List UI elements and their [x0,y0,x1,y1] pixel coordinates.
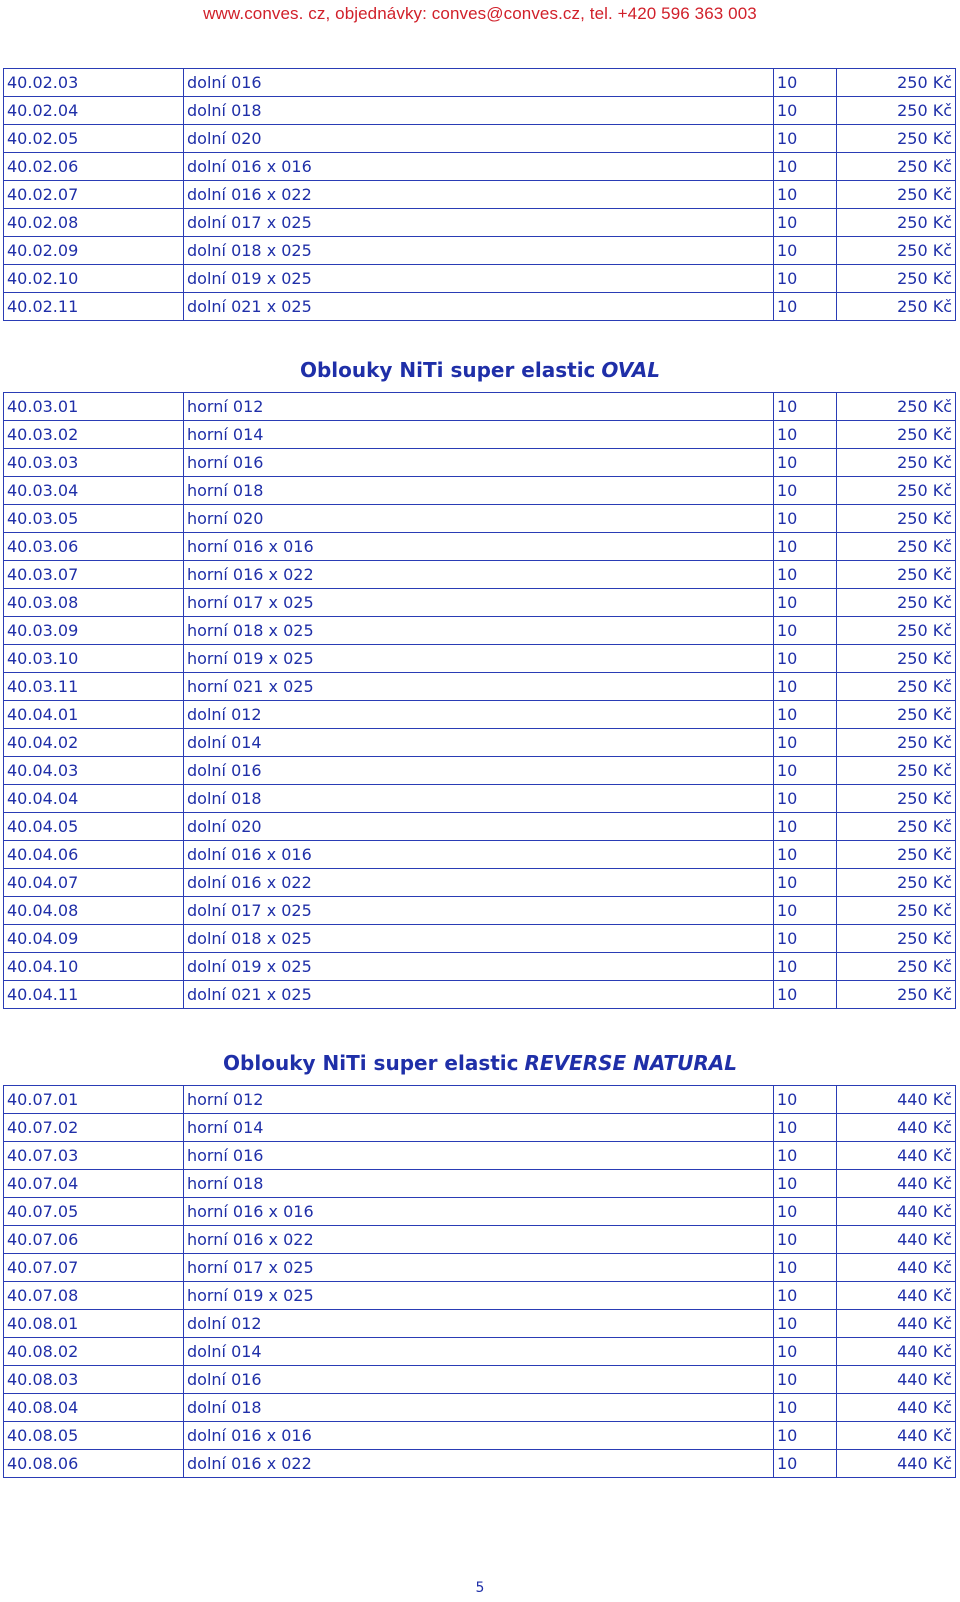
price-cell: 440 Kč [837,1282,956,1310]
product-description-cell: dolní 017 x 025 [184,209,774,237]
product-code-cell: 40.02.08 [4,209,184,237]
price-cell: 440 Kč [837,1198,956,1226]
quantity-cell: 10 [774,293,837,321]
product-code-cell: 40.03.08 [4,589,184,617]
price-cell: 250 Kč [837,125,956,153]
table-row [4,953,956,981]
price-cell: 440 Kč [837,1254,956,1282]
quantity-cell: 10 [774,1282,837,1310]
product-code-cell: 40.02.04 [4,97,184,125]
page-header-contact: www.conves. cz, objednávky: conves@conves.cz, tel. +420 596 363 003 [203,4,757,23]
price-cell: 250 Kč [837,393,956,421]
product-description-cell: dolní 021 x 025 [184,293,774,321]
table-row [4,925,956,953]
quantity-cell: 10 [774,953,837,981]
product-code-cell: 40.08.03 [4,1366,184,1394]
table-row [4,757,956,785]
price-cell: 440 Kč [837,1086,956,1114]
table-row [4,1226,956,1254]
quantity-cell: 10 [774,897,837,925]
quantity-cell: 10 [774,785,837,813]
product-description-cell: dolní 018 [184,97,774,125]
price-cell: 250 Kč [837,97,956,125]
table-row [4,1338,956,1366]
product-description-cell: dolní 012 [184,701,774,729]
quantity-cell: 10 [774,1310,837,1338]
table-row [4,1114,956,1142]
product-description-cell: dolní 016 x 022 [184,869,774,897]
product-code-cell: 40.08.02 [4,1338,184,1366]
price-cell: 250 Kč [837,181,956,209]
table-row [4,1310,956,1338]
quantity-cell: 10 [774,393,837,421]
product-description-cell: dolní 017 x 025 [184,897,774,925]
product-description-cell: dolní 016 x 016 [184,1422,774,1450]
product-code-cell: 40.08.06 [4,1450,184,1478]
price-cell: 440 Kč [837,1422,956,1450]
quantity-cell: 10 [774,265,837,293]
table-row [4,393,956,421]
quantity-cell: 10 [774,209,837,237]
product-description-cell: dolní 018 x 025 [184,237,774,265]
quantity-cell: 10 [774,673,837,701]
quantity-cell: 10 [774,757,837,785]
table-row [4,673,956,701]
quantity-cell: 10 [774,1422,837,1450]
price-cell: 250 Kč [837,757,956,785]
price-cell: 250 Kč [837,729,956,757]
price-cell: 250 Kč [837,785,956,813]
product-code-cell: 40.03.01 [4,393,184,421]
quantity-cell: 10 [774,1366,837,1394]
product-description-cell: dolní 021 x 025 [184,981,774,1009]
product-code-cell: 40.04.01 [4,701,184,729]
product-code-cell: 40.03.09 [4,617,184,645]
quantity-cell: 10 [774,477,837,505]
price-cell: 250 Kč [837,589,956,617]
table-row [4,1450,956,1478]
quantity-cell: 10 [774,1254,837,1282]
price-table-oval [3,392,956,1009]
quantity-cell: 10 [774,1338,837,1366]
table-row [4,1198,956,1226]
product-code-cell: 40.08.01 [4,1310,184,1338]
product-code-cell: 40.07.04 [4,1170,184,1198]
product-description-cell: dolní 019 x 025 [184,953,774,981]
product-code-cell: 40.04.10 [4,953,184,981]
quantity-cell: 10 [774,449,837,477]
page-number: 5 [475,1580,485,1596]
quantity-cell: 10 [774,589,837,617]
table-row [4,869,956,897]
price-cell: 250 Kč [837,421,956,449]
product-description-cell: dolní 012 [184,1310,774,1338]
price-cell: 250 Kč [837,841,956,869]
quantity-cell: 10 [774,69,837,97]
product-description-cell: horní 019 x 025 [184,1282,774,1310]
product-description-cell: horní 018 x 025 [184,617,774,645]
section-title-reverse-natural [0,1051,960,1075]
quantity-cell: 10 [774,1170,837,1198]
price-cell: 250 Kč [837,505,956,533]
product-description-cell: horní 016 x 022 [184,1226,774,1254]
price-cell: 440 Kč [837,1366,956,1394]
price-cell: 250 Kč [837,617,956,645]
product-description-cell: dolní 014 [184,729,774,757]
price-cell: 250 Kč [837,209,956,237]
quantity-cell: 10 [774,97,837,125]
product-description-cell: horní 014 [184,421,774,449]
section-title-italic: REVERSE NATURAL [524,1051,737,1075]
section-title-oval [0,358,960,382]
product-code-cell: 40.04.09 [4,925,184,953]
product-code-cell: 40.04.05 [4,813,184,841]
price-cell: 440 Kč [837,1450,956,1478]
price-table-1 [3,68,956,321]
table-row [4,209,956,237]
price-cell: 250 Kč [837,237,956,265]
table-row [4,237,956,265]
product-description-cell: horní 016 [184,449,774,477]
product-code-cell: 40.03.10 [4,645,184,673]
table-row [4,729,956,757]
quantity-cell: 10 [774,1086,837,1114]
product-code-cell: 40.02.05 [4,125,184,153]
table-row [4,701,956,729]
product-code-cell: 40.03.04 [4,477,184,505]
quantity-cell: 10 [774,1450,837,1478]
product-code-cell: 40.07.07 [4,1254,184,1282]
product-description-cell: horní 020 [184,505,774,533]
product-code-cell: 40.04.03 [4,757,184,785]
price-cell: 250 Kč [837,701,956,729]
product-code-cell: 40.03.07 [4,561,184,589]
product-code-cell: 40.04.11 [4,981,184,1009]
table-row [4,1394,956,1422]
product-description-cell: dolní 016 x 022 [184,181,774,209]
section-title-main: Oblouky NiTi super elastic [223,1051,519,1075]
product-description-cell: horní 016 x 016 [184,533,774,561]
table-row [4,561,956,589]
price-cell: 250 Kč [837,813,956,841]
quantity-cell: 10 [774,645,837,673]
product-code-cell: 40.02.07 [4,181,184,209]
table-row [4,1366,956,1394]
product-code-cell: 40.03.05 [4,505,184,533]
price-cell: 250 Kč [837,673,956,701]
table-row [4,421,956,449]
product-description-cell: horní 016 [184,1142,774,1170]
quantity-cell: 10 [774,925,837,953]
product-code-cell: 40.04.02 [4,729,184,757]
price-cell: 440 Kč [837,1226,956,1254]
product-description-cell: horní 019 x 025 [184,645,774,673]
product-code-cell: 40.03.11 [4,673,184,701]
price-cell: 440 Kč [837,1310,956,1338]
quantity-cell: 10 [774,181,837,209]
table-row [4,1170,956,1198]
product-code-cell: 40.02.10 [4,265,184,293]
table-row [4,1282,956,1310]
product-description-cell: dolní 018 [184,1394,774,1422]
quantity-cell: 10 [774,813,837,841]
product-description-cell: horní 017 x 025 [184,1254,774,1282]
product-code-cell: 40.07.03 [4,1142,184,1170]
product-description-cell: dolní 020 [184,125,774,153]
table-row [4,505,956,533]
price-cell: 250 Kč [837,449,956,477]
price-cell: 250 Kč [837,953,956,981]
quantity-cell: 10 [774,701,837,729]
table-row [4,533,956,561]
price-cell: 250 Kč [837,981,956,1009]
table-row [4,181,956,209]
price-cell: 440 Kč [837,1338,956,1366]
product-description-cell: dolní 020 [184,813,774,841]
price-cell: 250 Kč [837,477,956,505]
table-row [4,97,956,125]
quantity-cell: 10 [774,237,837,265]
price-cell: 440 Kč [837,1142,956,1170]
price-cell: 250 Kč [837,265,956,293]
table-row [4,1142,956,1170]
table-row [4,645,956,673]
product-description-cell: horní 018 [184,1170,774,1198]
product-description-cell: horní 012 [184,393,774,421]
quantity-cell: 10 [774,561,837,589]
price-cell: 440 Kč [837,1170,956,1198]
product-description-cell: horní 016 x 016 [184,1198,774,1226]
quantity-cell: 10 [774,1226,837,1254]
product-description-cell: dolní 018 [184,785,774,813]
quantity-cell: 10 [774,1142,837,1170]
price-cell: 250 Kč [837,561,956,589]
quantity-cell: 10 [774,869,837,897]
quantity-cell: 10 [774,841,837,869]
product-code-cell: 40.02.11 [4,293,184,321]
quantity-cell: 10 [774,1198,837,1226]
product-code-cell: 40.03.06 [4,533,184,561]
quantity-cell: 10 [774,1114,837,1142]
product-description-cell: dolní 018 x 025 [184,925,774,953]
product-description-cell: horní 017 x 025 [184,589,774,617]
quantity-cell: 10 [774,125,837,153]
product-description-cell: dolní 016 [184,1366,774,1394]
product-description-cell: dolní 016 x 022 [184,1450,774,1478]
price-cell: 440 Kč [837,1394,956,1422]
product-code-cell: 40.02.03 [4,69,184,97]
table-row [4,265,956,293]
section-title-main: Oblouky NiTi super elastic [299,358,596,382]
price-cell: 440 Kč [837,1114,956,1142]
product-code-cell: 40.03.02 [4,421,184,449]
product-description-cell: horní 012 [184,1086,774,1114]
table-row [4,69,956,97]
product-description-cell: horní 014 [184,1114,774,1142]
product-code-cell: 40.04.07 [4,869,184,897]
table-row [4,813,956,841]
quantity-cell: 10 [774,505,837,533]
table-row [4,785,956,813]
product-code-cell: 40.02.06 [4,153,184,181]
product-code-cell: 40.07.06 [4,1226,184,1254]
product-code-cell: 40.04.06 [4,841,184,869]
product-code-cell: 40.07.01 [4,1086,184,1114]
table-row [4,897,956,925]
table-row [4,589,956,617]
product-code-cell: 40.04.08 [4,897,184,925]
product-description-cell: dolní 016 [184,69,774,97]
quantity-cell: 10 [774,729,837,757]
product-description-cell: dolní 014 [184,1338,774,1366]
quantity-cell: 10 [774,533,837,561]
product-description-cell: dolní 016 [184,757,774,785]
table-row [4,153,956,181]
table-row [4,477,956,505]
table-row [4,1086,956,1114]
product-description-cell: dolní 019 x 025 [184,265,774,293]
price-cell: 250 Kč [837,533,956,561]
quantity-cell: 10 [774,153,837,181]
price-cell: 250 Kč [837,925,956,953]
product-code-cell: 40.07.05 [4,1198,184,1226]
price-cell: 250 Kč [837,897,956,925]
product-code-cell: 40.08.05 [4,1422,184,1450]
price-table-reverse-natural [3,1085,956,1478]
product-code-cell: 40.03.03 [4,449,184,477]
table-row [4,841,956,869]
price-cell: 250 Kč [837,69,956,97]
table-row [4,617,956,645]
product-description-cell: dolní 016 x 016 [184,841,774,869]
table-row [4,293,956,321]
table-row [4,981,956,1009]
price-cell: 250 Kč [837,153,956,181]
product-code-cell: 40.04.04 [4,785,184,813]
table-row [4,1254,956,1282]
quantity-cell: 10 [774,421,837,449]
quantity-cell: 10 [774,1394,837,1422]
table-row [4,1422,956,1450]
product-description-cell: dolní 016 x 016 [184,153,774,181]
product-code-cell: 40.07.02 [4,1114,184,1142]
price-cell: 250 Kč [837,293,956,321]
product-description-cell: horní 021 x 025 [184,673,774,701]
table-row [4,125,956,153]
section-title-italic: OVAL [601,358,661,382]
product-code-cell: 40.02.09 [4,237,184,265]
price-cell: 250 Kč [837,869,956,897]
table-row [4,449,956,477]
quantity-cell: 10 [774,981,837,1009]
product-code-cell: 40.08.04 [4,1394,184,1422]
quantity-cell: 10 [774,617,837,645]
product-description-cell: horní 016 x 022 [184,561,774,589]
product-code-cell: 40.07.08 [4,1282,184,1310]
price-cell: 250 Kč [837,645,956,673]
product-description-cell: horní 018 [184,477,774,505]
